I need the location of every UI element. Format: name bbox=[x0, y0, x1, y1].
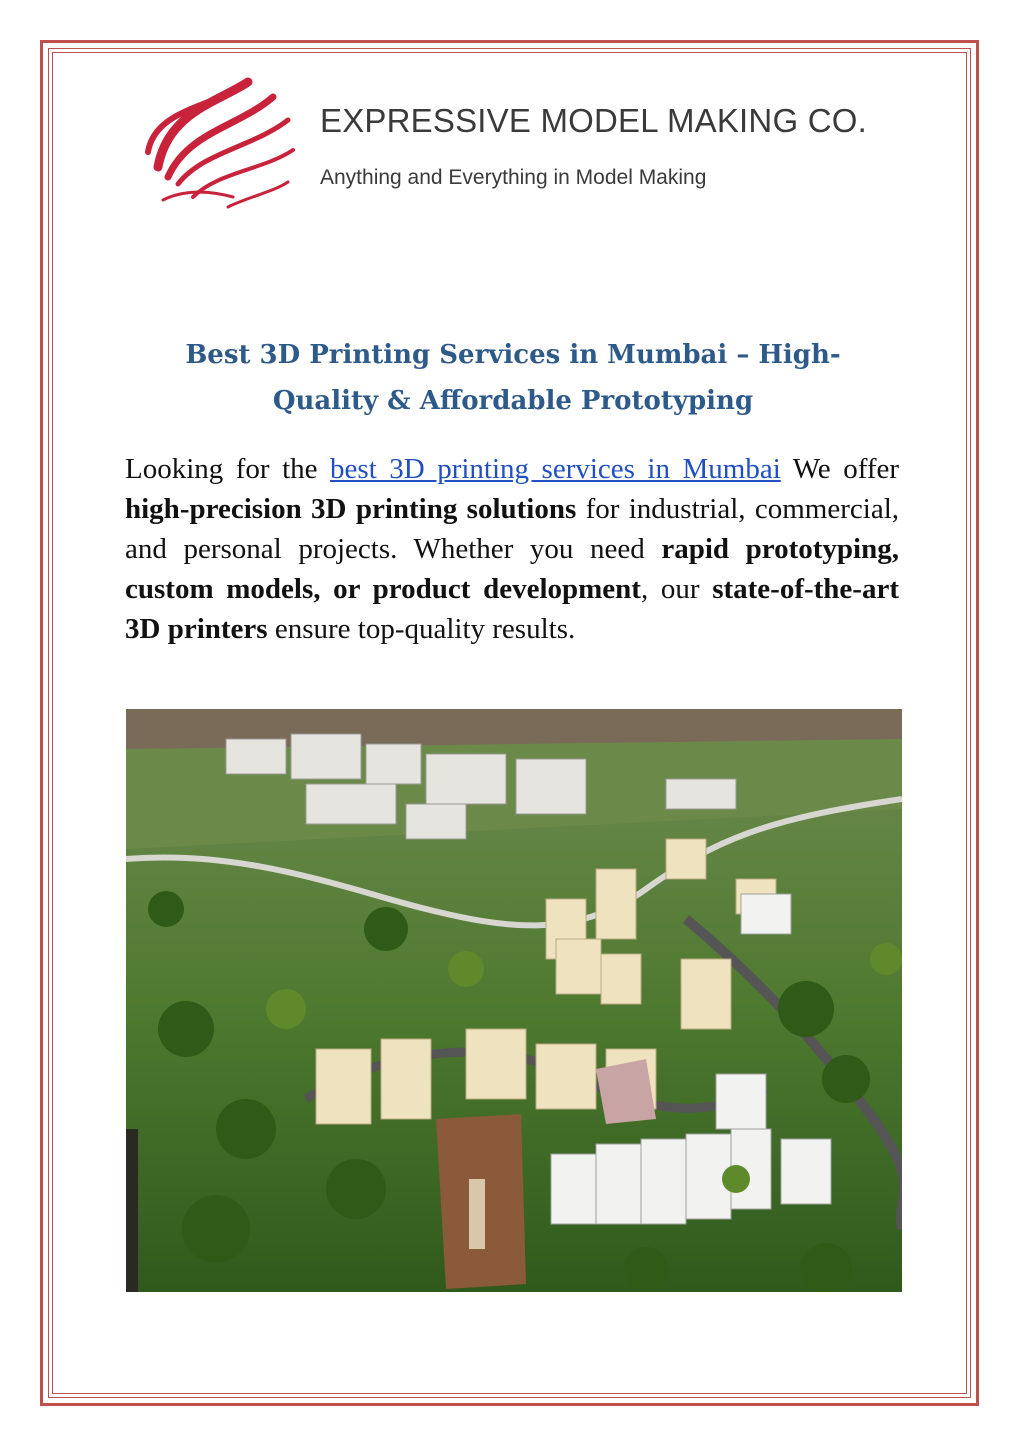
intro-text-5: ensure top-quality results. bbox=[267, 613, 576, 645]
intro-bold-2: rapid prototyping, custom models, or product development bbox=[125, 533, 899, 605]
intro-bold-3: state-of-the-art 3D printers bbox=[125, 573, 899, 645]
intro-text-2: We offer bbox=[780, 453, 900, 485]
services-link[interactable]: best 3D printing services in Mumbai bbox=[330, 453, 781, 485]
page-title-line-2: Quality & Affordable Prototyping bbox=[272, 386, 754, 416]
intro-paragraph bbox=[125, 449, 899, 649]
intro-bold-1: high-precision 3D printing solutions bbox=[125, 493, 577, 525]
company-tagline: Anything and Everything in Model Making bbox=[320, 166, 707, 189]
intro-text-4: , our bbox=[640, 573, 713, 605]
company-logo-icon bbox=[138, 72, 298, 212]
intro-text-3: for industrial, commercial, and personal projects. Whether you need bbox=[125, 493, 899, 565]
page-title-line-1: Best 3D Printing Services in Mumbai – High- bbox=[185, 340, 841, 370]
architectural-model-photo bbox=[126, 709, 902, 1292]
intro-text-1: Looking for the bbox=[125, 453, 331, 485]
page-title bbox=[125, 332, 901, 424]
company-name: EXPRESSIVE MODEL MAKING CO. bbox=[320, 102, 867, 139]
